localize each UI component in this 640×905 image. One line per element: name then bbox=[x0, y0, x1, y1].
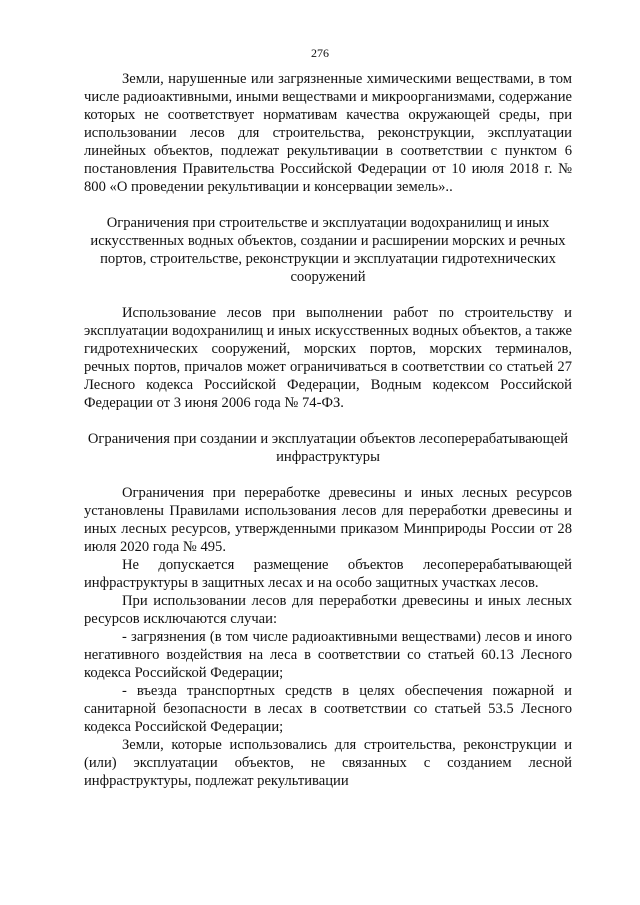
paragraph-processing-rules: Ограничения при переработке древесины и иных лесных ресурсов установлены Правилами использования лесов для переработки древесины и иных лесных ресурсов, утвержденными приказом Минприроды России от 28 июля 2020 года № 495. bbox=[84, 485, 572, 555]
page-number: 276 bbox=[311, 46, 329, 60]
paragraph-land-recultivation: Земли, нарушенные или загрязненные химическими веществами, в том числе радиоактивными, иными веществами и микроорганизмами, содержание которых не соответствует нормативам качества окружающей среды, при использовании лесов для строительства, реконструкции, эксплуатации линейных объектов, подлежат рекультивации в соответствии с пунктом 6 постановления Правительства Российской Федерации от 10 июля 2018 г. № 800 «О проведении рекультивации и консервации земель».. bbox=[84, 71, 572, 195]
spacer bbox=[84, 286, 572, 304]
spacer bbox=[84, 412, 572, 430]
paragraph-land-recultivation-final: Земли, которые использовались для строительства, реконструкции и (или) эксплуатации объектов, не связанных с созданием лесной инфраструктуры, подлежат рекультивации bbox=[84, 737, 572, 789]
list-item-pollution: - загрязнения (в том числе радиоактивными веществами) лесов и иного негативного воздействия на леса в соответствии со статьей 60.13 Лесного кодекса Российской Федерации; bbox=[84, 629, 572, 681]
spacer bbox=[84, 196, 572, 214]
spacer bbox=[84, 466, 572, 484]
paragraph-placement-ban: Не допускается размещение объектов лесоперерабатывающей инфраструктуры в защитных лесах и на особо защитных участках лесов. bbox=[84, 557, 572, 591]
list-item-vehicle-entry: - въезда транспортных средств в целях обеспечения пожарной и санитарной безопасности в лесах в соответствии со статьей 53.5 Лесного кодекса Российской Федерации; bbox=[84, 683, 572, 735]
section-heading-wood-processing: Ограничения при создании и эксплуатации объектов лесоперерабатывающей инфраструктуры bbox=[87, 431, 569, 465]
document-body bbox=[84, 70, 572, 790]
paragraph-reservoirs: Использование лесов при выполнении работ по строительству и эксплуатации водохранилищ и иных искусственных водных объектов, а также гидротехнических сооружений, морских портов, морских терминалов, речных портов, причалов может ограничиваться в соответствии со статьей 27 Лесного кодекса Российской Федерации, Водным кодексом Российской Федерации от 3 июня 2006 года № 74-ФЗ. bbox=[84, 305, 572, 411]
paragraph-excluded-cases: При использовании лесов для переработки древесины и иных лесных ресурсов исключаются случаи: bbox=[84, 593, 572, 627]
section-heading-reservoirs: Ограничения при строительстве и эксплуатации водохранилищ и иных искусственных водных объектов, создании и расширении морских и речных портов, строительстве, реконструкции и эксплуатации гидротехнических сооружений bbox=[90, 215, 566, 285]
